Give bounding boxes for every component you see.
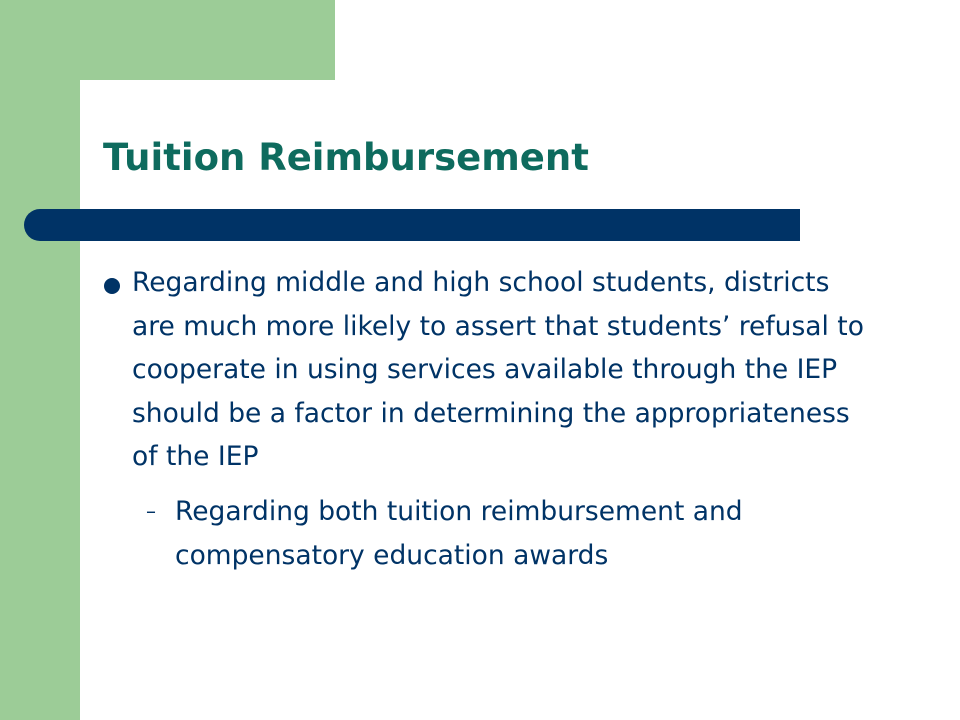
- title-underline-bar: [24, 209, 800, 241]
- slide-title: Tuition Reimbursement: [103, 136, 589, 179]
- decorative-green-band-top: [0, 0, 335, 80]
- bullet-text: Regarding middle and high school students, districts are much more likely to assert that students’ refusal to cooperate in using services available through the IEP should be a factor in determining the appropriateness of the IEP: [132, 267, 864, 472]
- dash-marker-icon: –: [146, 499, 156, 523]
- decorative-green-band-left: [0, 0, 80, 720]
- sub-bullet-text: Regarding both tuition reimbursement and compensatory education awards: [175, 496, 743, 571]
- bullet-icon: [104, 278, 120, 294]
